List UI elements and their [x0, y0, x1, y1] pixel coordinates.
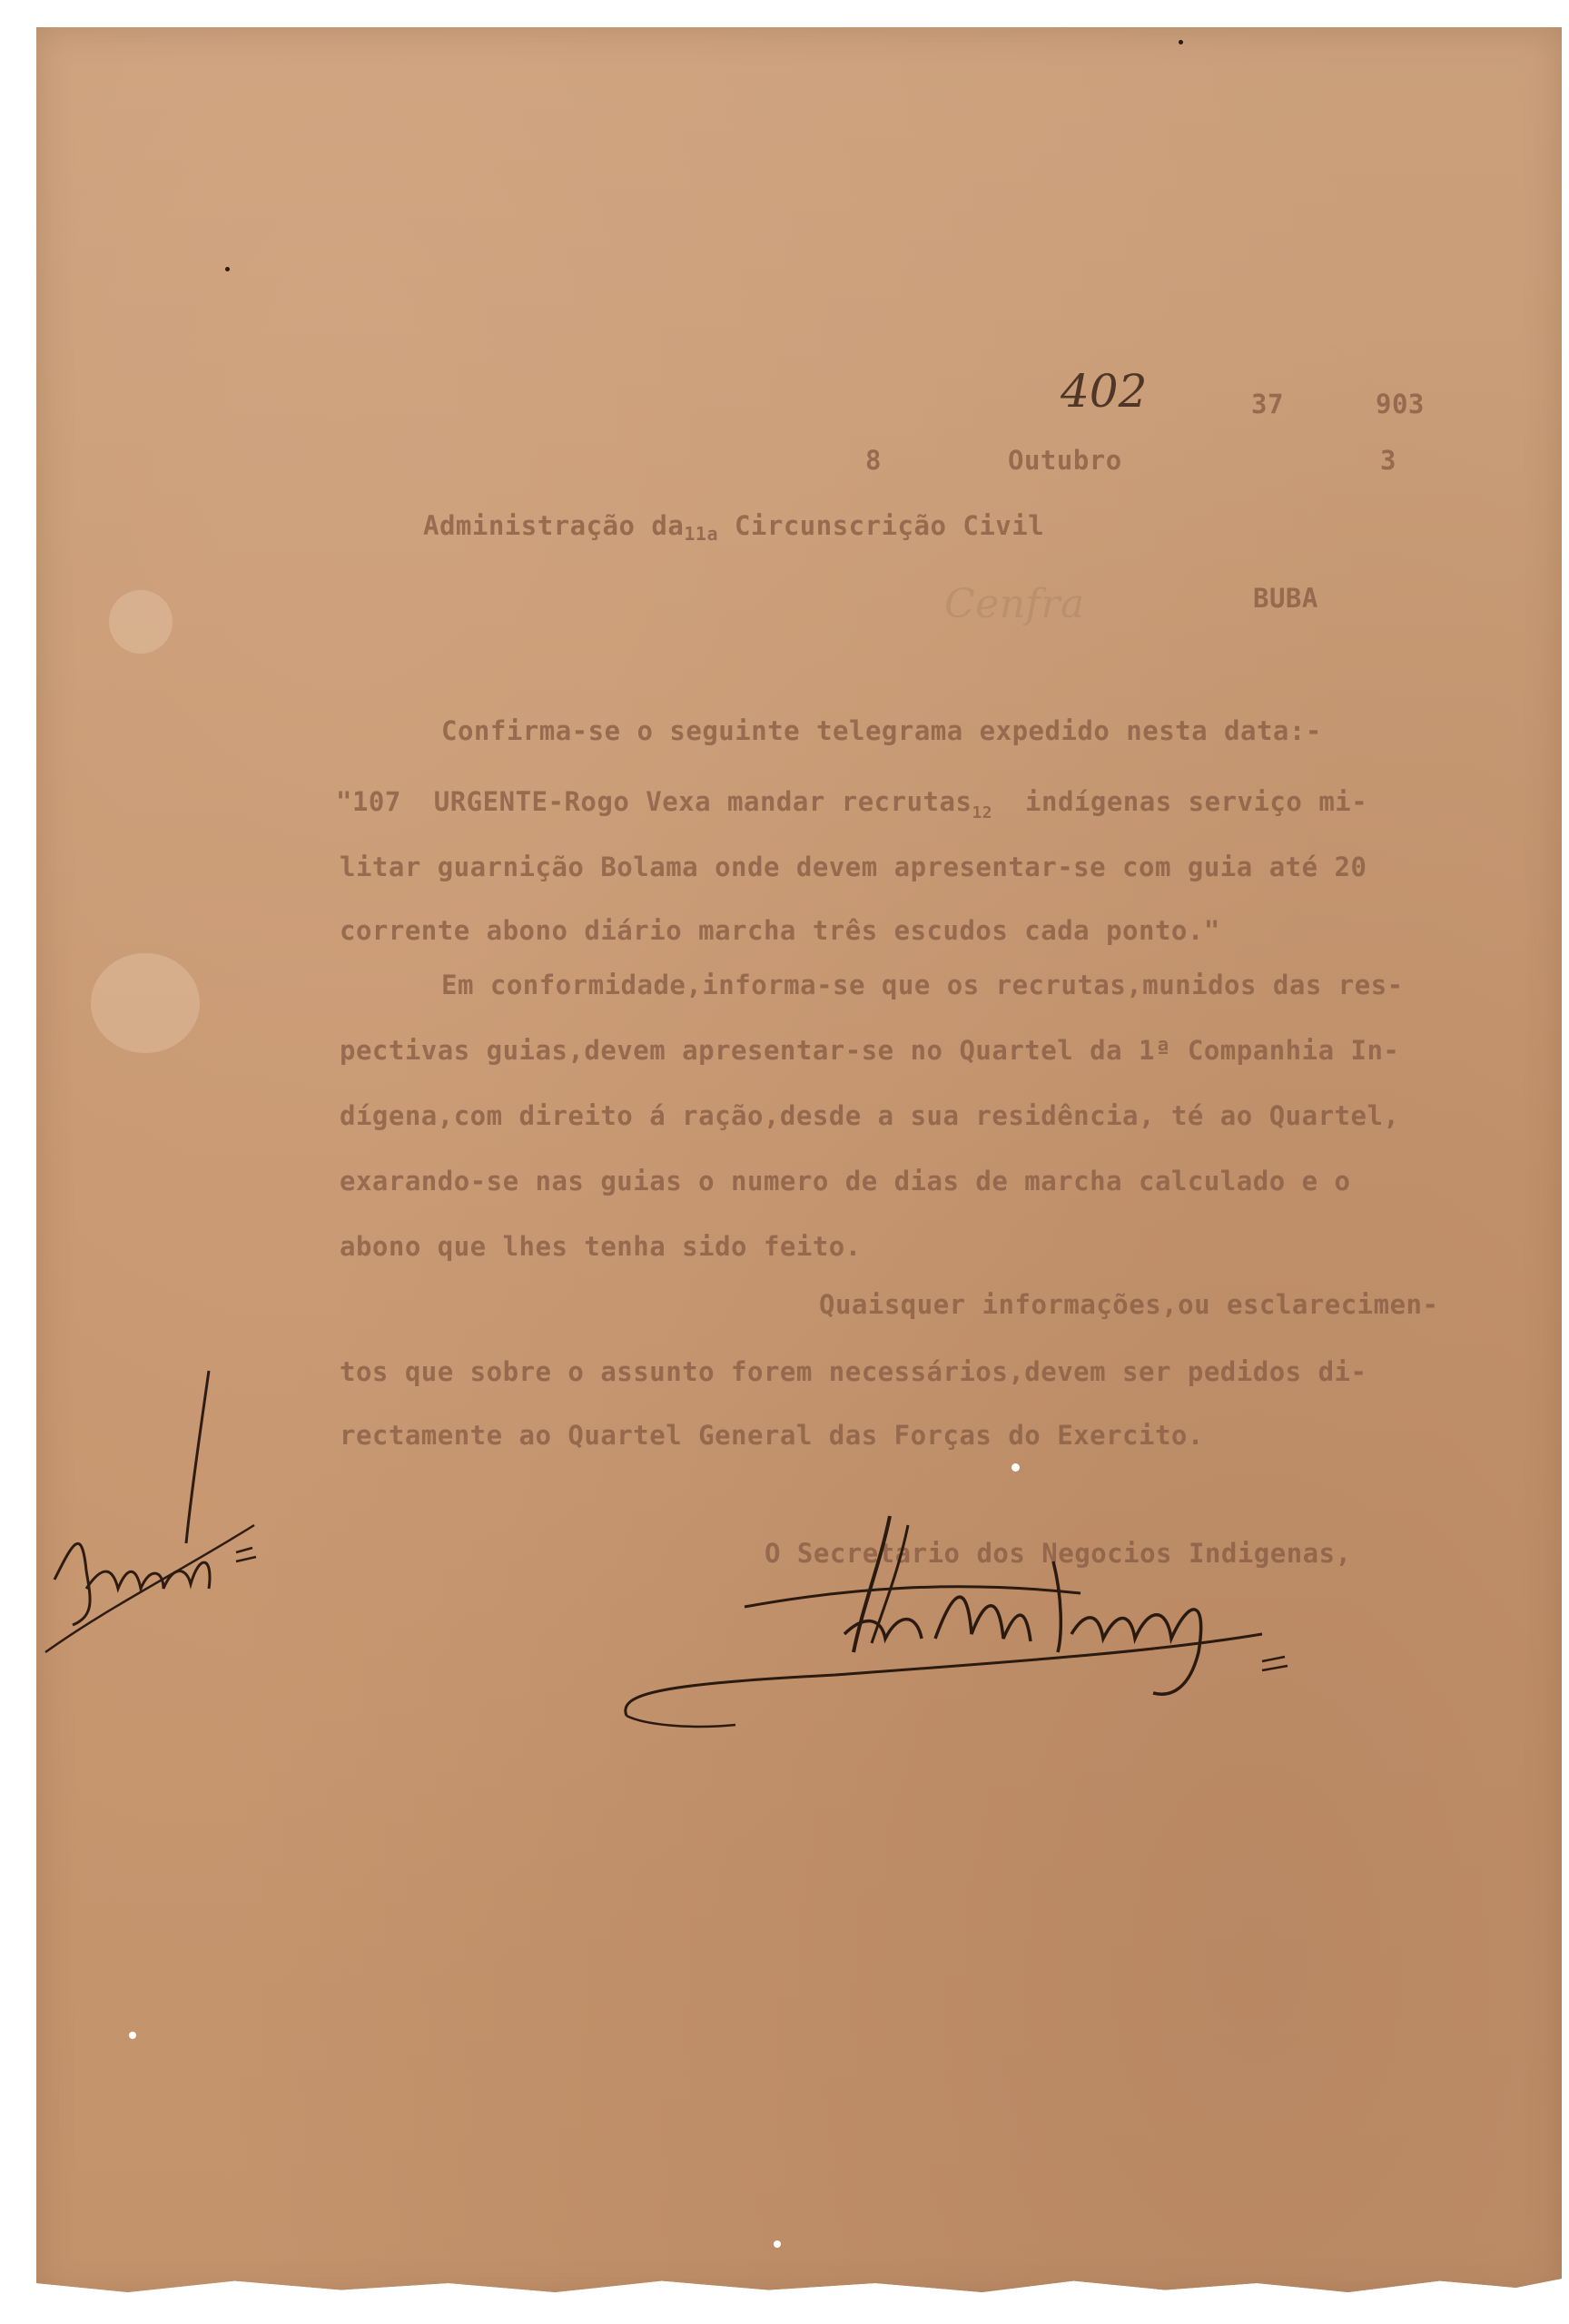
paper-speck [774, 2240, 781, 2248]
addressee-line [423, 510, 1044, 545]
recruit-count: 12 [972, 803, 993, 822]
document-page [36, 27, 1562, 2297]
telegram-text-b: indígenas serviço mi- [992, 786, 1368, 817]
stain [109, 590, 173, 654]
body-line-5: Em conformidade,informa-se que os recrutas,munidos das res- [441, 970, 1404, 1000]
signatory-title: O Secretario dos Negocios Indigenas, [765, 1538, 1352, 1569]
addressee-start: Administração da [423, 510, 685, 541]
paper-speck [1011, 1463, 1020, 1472]
body-line-8: exarando-se nas guias o numero de dias de marcha calculado e o [340, 1166, 1351, 1196]
telegram-number: "107 [336, 786, 401, 817]
main-signature [608, 1507, 1353, 1743]
body-line-2 [336, 786, 1367, 822]
body-line-6: pectivas guias,devem apresentar-se no Quartel da 1ª Companhia In- [340, 1035, 1400, 1066]
body-line-10: Quaisquer informações,ou esclarecimen- [819, 1289, 1439, 1320]
ref-number-c: 3 [1380, 445, 1396, 476]
addressee-ordinal: 11a [684, 523, 718, 545]
ref-number-a: 37 [1251, 389, 1284, 419]
body-line-1: Confirma-se o seguinte telegrama expedido nesta data:- [441, 715, 1322, 746]
ref-number-b: 903 [1376, 389, 1425, 419]
body-line-11: tos que sobre o assunto forem necessários,devem ser pedidos di- [340, 1356, 1367, 1387]
left-initials-signature [18, 1362, 291, 1689]
body-line-3: litar guarnição Bolama onde devem apresentar-se com guia até 20 [340, 852, 1367, 882]
telegram-text-a: URGENTE-Rogo Vexa mandar recrutas [433, 786, 972, 817]
handwritten-number: 402 [1061, 365, 1148, 418]
faint-stamp: Cenfra [944, 581, 1085, 627]
stain [91, 953, 200, 1053]
addressee-end: Circunscrição Civil [734, 510, 1045, 541]
paper-speck [225, 267, 230, 271]
paper-speck [129, 2032, 136, 2039]
place: BUBA [1253, 583, 1318, 614]
paper-speck [1179, 40, 1183, 44]
body-line-4: corrente abono diário marcha três escudos cada ponto." [340, 915, 1220, 946]
date-month: Outubro [1008, 445, 1122, 476]
body-line-9: abono que lhes tenha sido feito. [340, 1231, 862, 1262]
date-day: 8 [865, 445, 882, 476]
body-line-7: dígena,com direito á ração,desde a sua residência, té ao Quartel, [340, 1100, 1400, 1131]
body-line-12: rectamente ao Quartel General das Forças do Exercito. [340, 1420, 1204, 1451]
